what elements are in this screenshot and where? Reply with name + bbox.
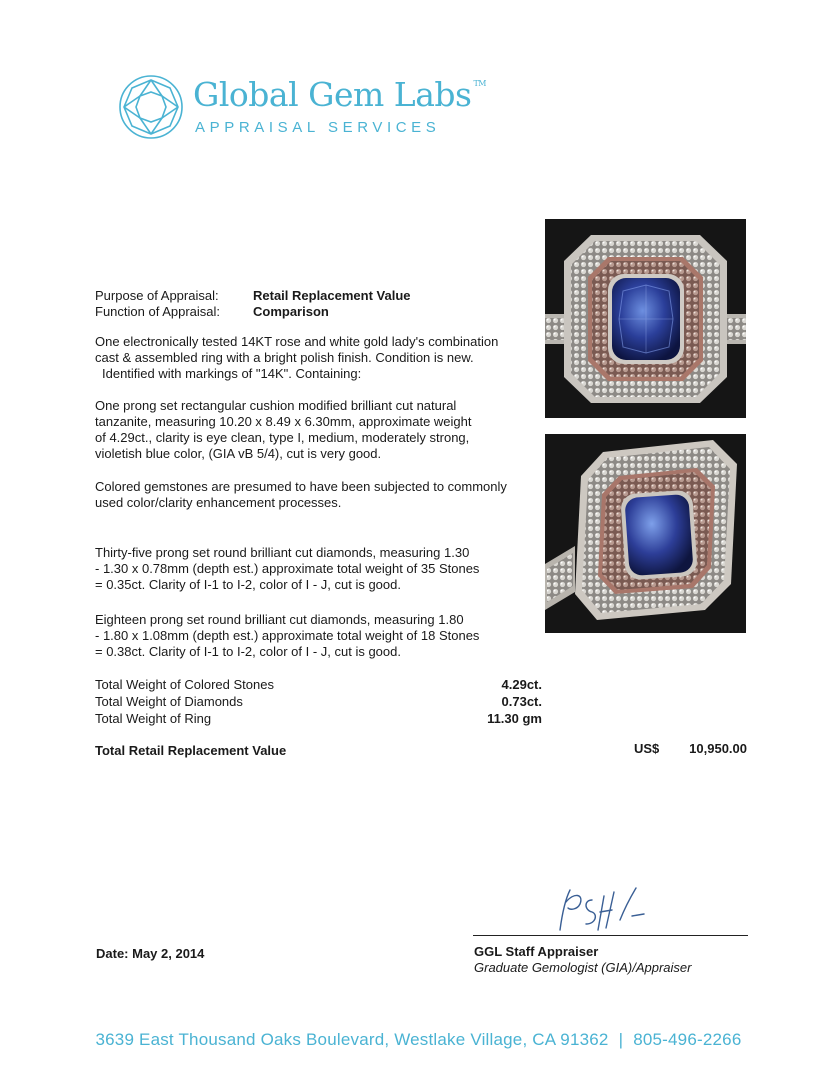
ring-description-line: cast & assembled ring with a bright polish finish. Condition is new. [95,350,474,365]
currency-label: US$ [634,741,660,756]
ring-description-line: Identified with markings of "14K". Containing: [102,366,362,381]
footer-phone: 805-496-2266 [633,1030,742,1049]
diamonds-group2-line: Eighteen prong set round brilliant cut diamonds, measuring 1.80 [95,612,464,627]
total-ring-weight-value: 11.30 gm [487,711,542,726]
diamonds-group2-line: - 1.80 x 1.08mm (depth est.) approximate total weight of 18 Stones [95,628,480,643]
diamonds-group1-line: = 0.35ct. Clarity of I-1 to I-2, color of I - J, cut is good. [95,577,401,592]
tanzanite-description-line: violetish blue color, (GIA vB 5/4), cut is very good. [95,446,382,461]
total-ring-weight-label: Total Weight of Ring [95,711,212,726]
ring-photo-front [545,219,746,418]
appraiser-title: GGL Staff Appraiser [474,944,599,959]
treatment-note-line: used color/clarity enhancement processes. [95,495,342,510]
replacement-value-amount: 10,950.00 [689,741,747,756]
ring-photo-angle [545,434,746,633]
appraiser-credential: Graduate Gemologist (GIA)/Appraiser [474,960,692,975]
function-value: Comparison [253,304,329,319]
gem-logo-icon [118,74,184,140]
footer-address: 3639 East Thousand Oaks Boulevard, Westlake Village, CA 91362 [95,1030,609,1049]
tanzanite-description-line: tanzanite, measuring 10.20 x 8.49 x 6.30mm, approximate weight [95,414,472,429]
diamonds-group1-line: - 1.30 x 0.78mm (depth est.) approximate total weight of 35 Stones [95,561,480,576]
replacement-value-label: Total Retail Replacement Value [95,743,287,758]
footer-separator: | [618,1030,624,1049]
total-colored-stones-value: 4.29ct. [501,677,542,692]
total-diamonds-value: 0.73ct. [501,694,542,709]
company-logo [118,74,486,146]
appraiser-signature [540,880,650,935]
ring-description-line: One electronically tested 14KT rose and white gold lady's combination [95,334,499,349]
trademark-mark: TM [473,79,486,88]
total-colored-stones-label: Total Weight of Colored Stones [95,677,274,692]
diamonds-group2-line: = 0.38ct. Clarity of I-1 to I-2, color of I - J, cut is good. [95,644,401,659]
tanzanite-description-line: of 4.29ct., clarity is eye clean, type I, medium, moderately strong, [95,430,470,445]
footer-contact [0,1030,837,1050]
appraisal-date: Date: May 2, 2014 [96,946,205,961]
total-diamonds-label: Total Weight of Diamonds [95,694,243,709]
signature-line [473,935,748,936]
treatment-note-line: Colored gemstones are presumed to have been subjected to commonly [95,479,507,494]
purpose-label: Purpose of Appraisal: [95,288,219,303]
logo-subtitle: APPRAISAL SERVICES [195,119,441,136]
function-label: Function of Appraisal: [95,304,221,319]
logo-name: Global Gem Labs ™ [193,75,486,114]
diamonds-group1-line: Thirty-five prong set round brilliant cut diamonds, measuring 1.30 [95,545,470,560]
purpose-value: Retail Replacement Value [253,288,411,303]
tanzanite-description-line: One prong set rectangular cushion modified brilliant cut natural [95,398,457,413]
